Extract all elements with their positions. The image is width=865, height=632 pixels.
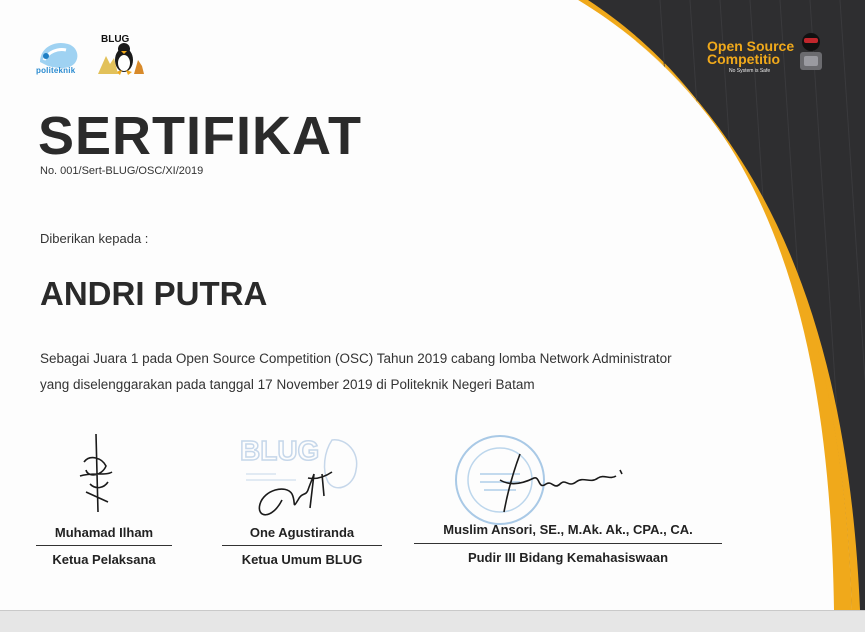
handwritten-signature-ilham <box>66 432 126 514</box>
signature-line <box>222 545 382 546</box>
certificate-title: SERTIFIKAT <box>38 106 362 166</box>
certificate-description <box>40 346 830 398</box>
description-line: yang diselenggarakan pada tanggal 17 November 2019 di Politeknik Negeri Batam <box>40 377 535 392</box>
handwritten-signature-agustiranda <box>252 460 352 530</box>
given-to-label: Diberikan kepada : <box>40 231 149 246</box>
signature-line <box>36 545 172 546</box>
certificate-number: No. 001/Sert-BLUG/OSC/XI/2019 <box>40 165 204 177</box>
osc-logo-line2: Competitio <box>707 51 781 67</box>
blug-logo-text: BLUG <box>101 34 130 45</box>
signatory-role: Ketua Pelaksana <box>52 552 156 567</box>
osc-mascot-icon <box>794 30 828 74</box>
signature-block-pudir <box>414 430 722 580</box>
signatory-role: Pudir III Bidang Kemahasiswaan <box>467 550 669 565</box>
scan-bottom-strip <box>0 610 865 632</box>
signatory-name: Muslim Ansori, SE., M.Ak. Ak., CPA., CA. <box>443 522 693 537</box>
signatory-name: One Agustiranda <box>249 525 355 540</box>
signature-block-blug <box>222 430 382 580</box>
osc-logo-tagline: No System is Safe <box>729 68 771 74</box>
osc-logo-line1: Open Source <box>707 38 795 54</box>
politeknik-logo-text: politeknik <box>36 66 76 75</box>
osc-logo-title <box>707 40 794 66</box>
signatory-role: Ketua Umum BLUG <box>241 552 363 567</box>
svg-text:BLUG: BLUG <box>240 435 320 466</box>
recipient-name: ANDRI PUTRA <box>40 275 268 312</box>
signatory-name: Muhamad Ilham <box>54 525 154 540</box>
signature-block-chair <box>36 430 172 580</box>
handwritten-signature-ansori <box>494 450 644 520</box>
signature-line <box>414 543 722 544</box>
description-line: Sebagai Juara 1 pada Open Source Competition (OSC) Tahun 2019 cabang lomba Network Administrator <box>40 351 672 366</box>
